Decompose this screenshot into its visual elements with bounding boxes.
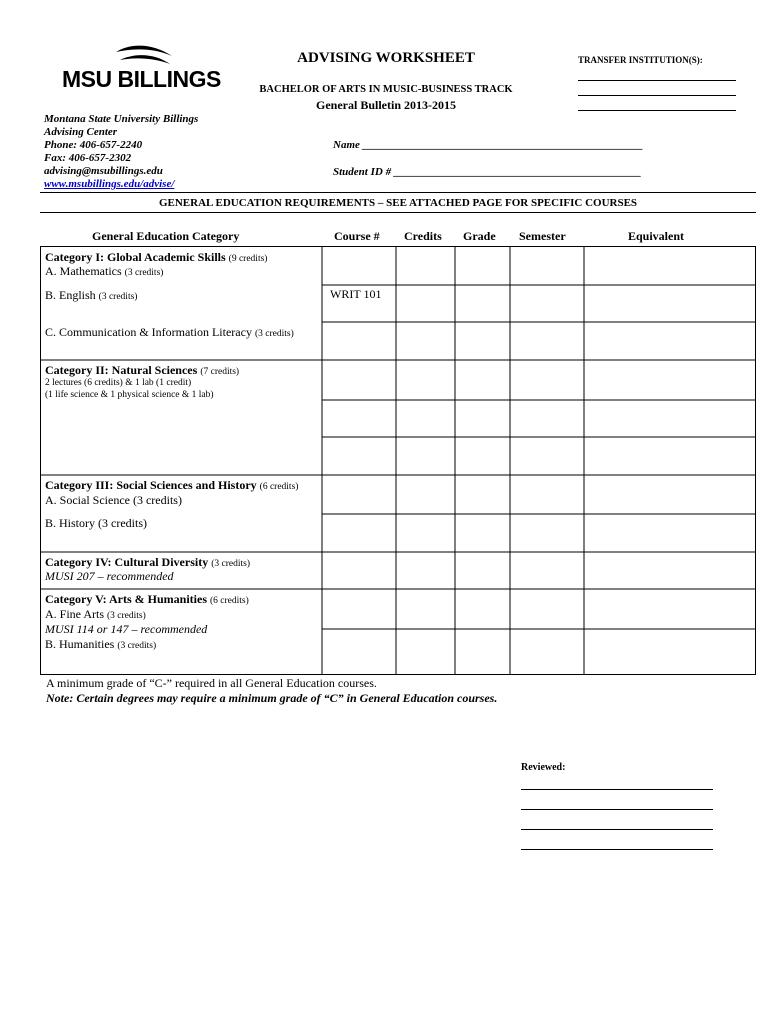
reviewed-label: Reviewed: [521, 762, 566, 773]
table-grid-lines [40, 246, 756, 675]
program-subtitle: BACHELOR OF ARTS IN MUSIC-BUSINESS TRACK [259, 84, 513, 95]
col-credits: Credits [404, 229, 442, 243]
communication-credits: (3 credits) [254, 329, 294, 339]
transfer-line-1[interactable] [578, 80, 736, 81]
social-science-row: A. Social Science (3 credits) [45, 493, 182, 507]
science-line-1: 2 lectures (6 credits) & 1 lab (1 credit) [45, 378, 192, 388]
math-credits: (3 credits) [124, 268, 164, 278]
transfer-line-3[interactable] [578, 110, 736, 111]
transfer-institution-label: TRANSFER INSTITUTION(S): [578, 55, 703, 65]
math-label: A. Mathematics [45, 264, 122, 278]
humanities-row [45, 637, 156, 653]
category-1-credits: (9 credits) [228, 254, 268, 264]
humanities-credits: (3 credits) [117, 641, 157, 651]
reviewed-line-3[interactable] [521, 829, 713, 830]
math-row [45, 264, 163, 280]
science-line-2: (1 life science & 1 physical science & 1 lab) [45, 390, 214, 400]
humanities-label: B. Humanities [45, 637, 115, 651]
col-equivalent: Equivalent [628, 229, 685, 243]
transfer-line-2[interactable] [578, 95, 736, 96]
top-rule [40, 192, 756, 193]
section-rule [40, 212, 756, 213]
swoosh-icon [114, 44, 174, 68]
contact-block [44, 113, 198, 191]
website-link[interactable]: www.msubillings.edu/advise/ [44, 178, 175, 190]
category-1-title: Category I: Global Academic Skills [45, 250, 226, 264]
fine-arts-row [45, 607, 146, 623]
col-category: General Education Category [92, 229, 240, 243]
col-course: Course # [334, 229, 380, 243]
fine-arts-recommended: MUSI 114 or 147 – recommended [45, 622, 208, 636]
student-id-field[interactable]: Student ID # _____________________________________________ [333, 166, 642, 178]
category-5-title: Category V: Arts & Humanities [45, 592, 207, 606]
communication-label: C. Communication & Information Literacy [45, 325, 252, 339]
reviewed-line-2[interactable] [521, 809, 713, 810]
col-grade: Grade [463, 229, 496, 243]
grade-note: A minimum grade of “C-” required in all General Education courses. [46, 676, 377, 690]
col-semester: Semester [519, 229, 566, 243]
reviewed-line-4[interactable] [521, 849, 713, 850]
email: advising@msubillings.edu [44, 165, 163, 177]
reviewed-line-1[interactable] [521, 789, 713, 790]
advising-center: Advising Center [44, 126, 118, 138]
category-3-title: Category III: Social Sciences and History [45, 478, 257, 492]
communication-row [45, 325, 294, 341]
section-title: GENERAL EDUCATION REQUIREMENTS – SEE ATTACHED PAGE FOR SPECIFIC COURSES [158, 197, 638, 209]
name-field[interactable]: Name ___________________________________________________ [333, 139, 644, 151]
fax: Fax: 406-657-2302 [44, 152, 132, 164]
category-5 [45, 592, 249, 608]
history-row: B. History (3 credits) [45, 516, 147, 530]
category-4-title: Category IV: Cultural Diversity [45, 555, 209, 569]
degree-note: Note: Certain degrees may require a minimum grade of “C” in General Education courses. [46, 691, 498, 705]
category-2-credits: (7 credits) [200, 367, 240, 377]
page-title: ADVISING WORKSHEET [297, 50, 475, 66]
english-course: WRIT 101 [330, 287, 382, 301]
category-3-credits: (6 credits) [259, 482, 299, 492]
msu-billings-logo [62, 44, 222, 96]
english-row [45, 288, 137, 304]
phone: Phone: 406-657-2240 [44, 139, 143, 151]
bulletin-year: General Bulletin 2013-2015 [316, 98, 456, 112]
category-4-credits: (3 credits) [211, 559, 250, 569]
english-credits: (3 credits) [98, 292, 138, 302]
fine-arts-credits: (3 credits) [107, 611, 146, 621]
category-3 [45, 478, 298, 494]
category-2-title: Category II: Natural Sciences [45, 363, 198, 377]
category-4-recommended: MUSI 207 – recommended [45, 569, 174, 583]
fine-arts-label: A. Fine Arts [45, 607, 105, 621]
english-label: B. English [45, 288, 96, 302]
logo-text: MSU BILLINGS [62, 66, 221, 92]
university-name: Montana State University Billings [44, 113, 199, 125]
category-5-credits: (6 credits) [210, 596, 249, 606]
gen-ed-table [40, 246, 756, 675]
